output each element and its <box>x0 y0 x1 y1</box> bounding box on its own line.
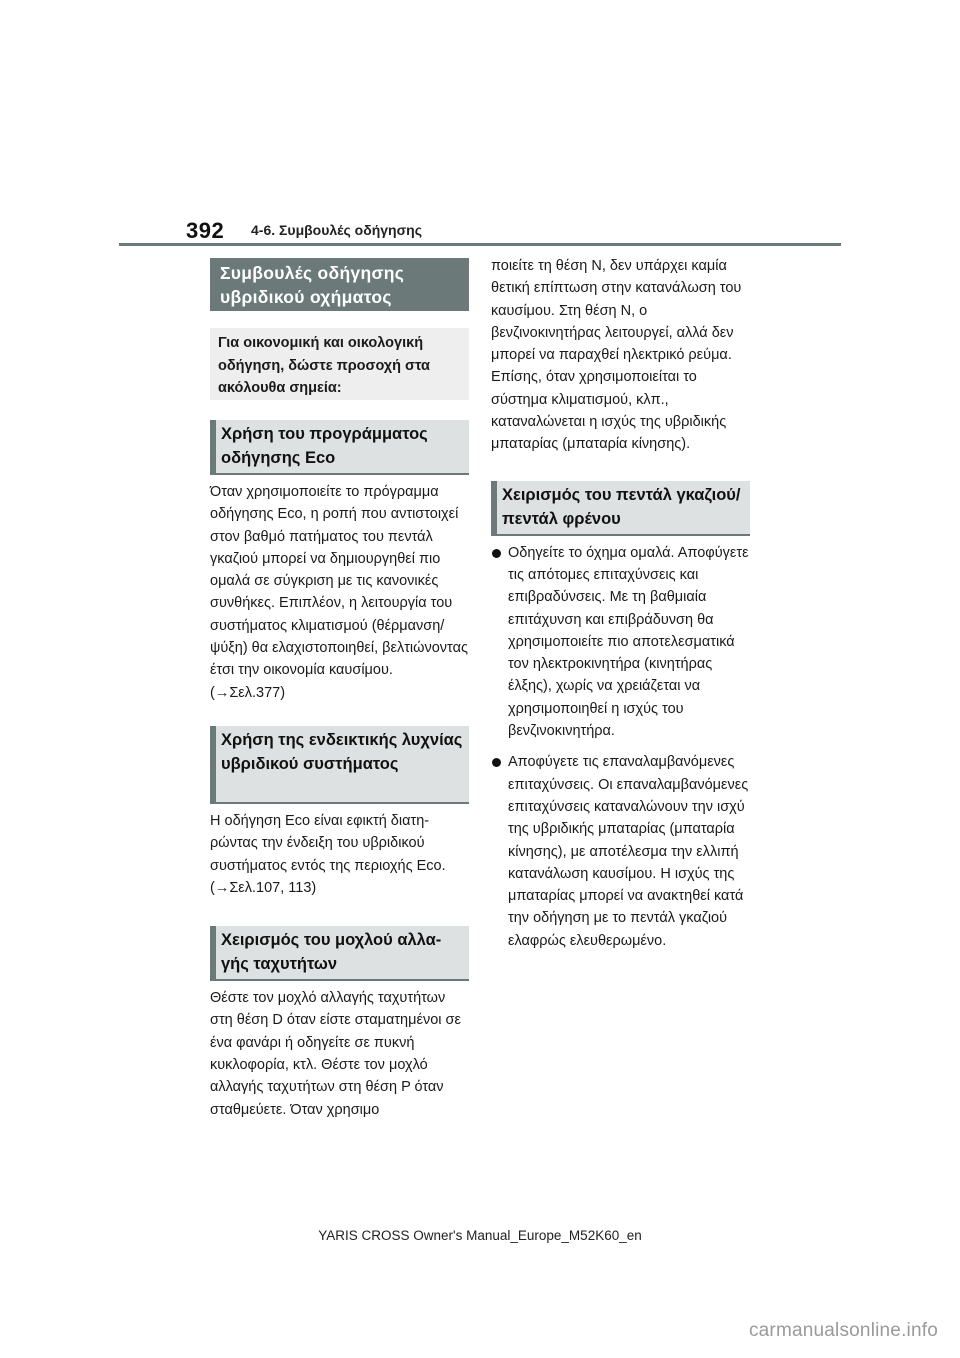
section-body-hybrid-indicator: Η οδήγηση Eco είναι εφικτή διατηρώντας την ένδειξη του υβριδικού συστήματος εντός της περιοχής Eco. (→Σελ.107, 113) <box>210 812 446 896</box>
list-item <box>491 542 750 743</box>
section-heading-hybrid-indicator: Χρήση της ενδεικτικής λυχνίας υβριδικού συστήματος <box>210 726 469 804</box>
bullet-icon <box>492 549 501 558</box>
left-column <box>210 258 469 1121</box>
chapter-section-label: 4-6. Συμβουλές οδήγησης <box>251 222 422 238</box>
list-item <box>491 751 750 952</box>
section-heading-shift-lever: Χειρισμός του μοχλού αλλαγής ταχυτήτων <box>210 926 469 981</box>
header-divider <box>119 243 841 246</box>
intro-box: Για οικονομική και οικολογική οδήγηση, δώστε προσοχή στα ακόλουθα σημεία: <box>210 328 469 400</box>
section-heading-pedals: Χειρισμός του πεντάλ γκαζιού/πεντάλ φρένου <box>491 481 750 536</box>
list-item-text: Οδηγείτε το όχημα ομαλά. Αποφύγετε τις απότομες επιταχύνσεις και επιβραδύνσεις. Με τη βαθμιαία επιτάχυνση και επιβράδυνση θα χρησιμοποιείτε πιο αποτελεσματικά τον ηλεκτροκινητήρα (κινητήρας έλξης), χωρίς να χρειάζεται να χρησιμοποιηθεί η ισχύς του βενζινοκινητήρα. <box>508 544 749 740</box>
section-heading-eco-mode: Χρήση του προγράμματος οδήγησης Eco <box>210 420 469 475</box>
page-title: Συμβουλές οδήγησης υβριδικού οχήματος <box>210 258 469 311</box>
bullet-icon <box>492 758 501 767</box>
page-number: 392 <box>186 218 225 243</box>
pedal-tips-list <box>491 542 750 952</box>
watermark-link[interactable]: carmanualsonline.info <box>748 1320 938 1341</box>
section-body-eco-mode: Όταν χρησιμοποιείτε το πρόγραμμα οδήγησης Eco, η ροπή που αντιστοιχεί στον βαθμό πατήματος του πεντάλ γκαζιού μπορεί να δημιουργηθεί πιο ομαλά σε σύγκριση με τις κανονικές συνθήκες. Επιπλέον, η λειτουργία του συστήματος κλιματισμού (θέρμανση/ψύξη) θα ελαχιστοποιηθεί, βελτιώνοντας έτσι την οικονομία καυσίμου. (→Σελ.377) <box>210 484 468 701</box>
list-item-text: Αποφύγετε τις επαναλαμβανόμενες επιταχύνσεις. Οι επαναλαμβανόμενες επιταχύνσεις καταναλώνουν την ισχύ της υβριδικής μπαταρίας (μπαταρία κίνησης), με αποτέλεσμα την ελλιπή κατανάλωση καυσίμου. Η ισχύς της μπαταρίας μπορεί να ανακτηθεί κατά την οδήγηση με το πεντάλ γκαζιού ελαφρώς ελευθερωμένο. <box>508 754 749 949</box>
manual-footer: YARIS CROSS Owner's Manual_Europe_M52K60_en <box>318 1228 642 1243</box>
continued-paragraph: ποιείτε τη θέση N, δεν υπάρχει καμία θετική επίπτωση στην κατανάλωση του καυσίμου. Στη θέση N, ο βενζινοκινητήρας λειτουργεί, αλλά δεν μπορεί να παραχθεί ηλεκτρικό ρεύμα. Επίσης, όταν χρησιμοποιείται το σύστημα κλιματισμού, κλπ., καταναλώνεται η ισχύς της υβριδικής μπαταρίας (μπαταρία κίνησης). <box>491 258 742 453</box>
right-column <box>491 255 750 961</box>
section-body-shift-lever: Θέστε τον μοχλό αλλαγής ταχυτήτων στη θέση D όταν είστε σταματημένοι σε ένα φανάρι ή οδηγείτε σε πυκνή κυκλοφορία, κτλ. Θέστε τον μοχλό αλλαγής ταχυτήτων στη θέση P όταν σταθμεύετε. Όταν χρησιμο <box>210 990 461 1118</box>
